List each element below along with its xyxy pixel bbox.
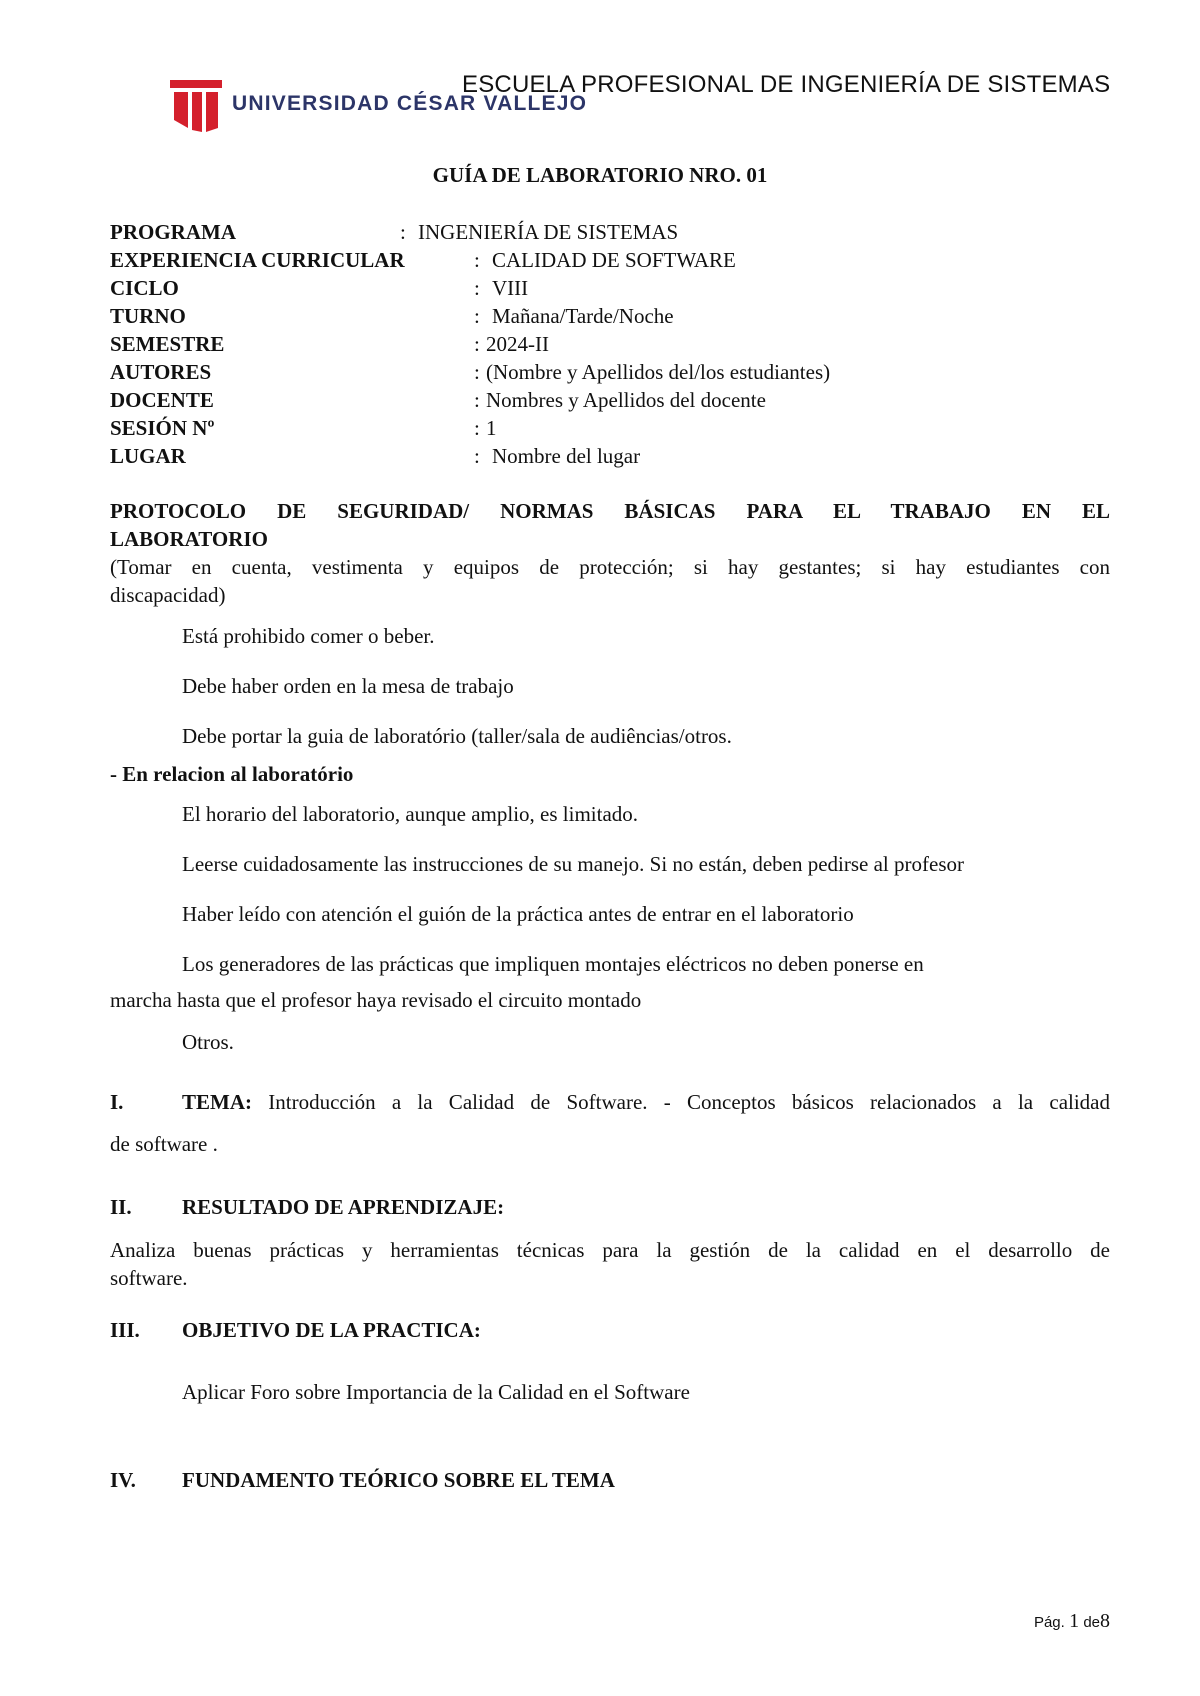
info-colon: : xyxy=(474,304,480,328)
info-value: 2024-II xyxy=(486,332,549,356)
info-label: AUTORES xyxy=(110,360,212,384)
page-footer xyxy=(1034,1610,1110,1633)
info-colon: : xyxy=(474,388,480,412)
info-label: TURNO xyxy=(110,304,186,328)
info-value: Mañana/Tarde/Noche xyxy=(492,304,674,328)
rule-item: Está prohibido comer o beber. xyxy=(182,624,435,648)
lab-rule-item: Haber leído con atención el guión de la práctica antes de entrar en el laboratorio xyxy=(182,902,854,926)
info-colon: : xyxy=(400,220,406,244)
section-number: IV. xyxy=(110,1468,136,1492)
section-tema-line xyxy=(182,1088,1110,1116)
info-colon: : xyxy=(474,332,480,356)
lab-rule-item: Los generadores de las prácticas que impliquen montajes eléctricos no deben ponerse en xyxy=(182,952,924,976)
protocol-note: (Tomar en cuenta, vestimenta y equipos de protección; si hay gestantes; si hay estudiantes con xyxy=(110,555,1110,579)
section-text: Analiza buenas prácticas y herramientas técnicas para la gestión de la calidad en el desarrollo de xyxy=(110,1238,1110,1262)
info-value: VIII xyxy=(492,276,529,300)
info-value: Nombre del lugar xyxy=(492,444,641,468)
protocol-heading: PROTOCOLO DE SEGURIDAD/ NORMAS BÁSICAS PARA EL TRABAJO EN EL xyxy=(110,499,1110,523)
info-label: PROGRAMA xyxy=(110,220,236,244)
info-label: SEMESTRE xyxy=(110,332,225,356)
info-colon: : xyxy=(474,416,480,440)
section-title: RESULTADO DE APRENDIZAJE: xyxy=(182,1195,505,1219)
section-number: I. xyxy=(110,1090,124,1114)
lab-heading: - En relacion al laboratório xyxy=(110,762,354,786)
protocol-note-cont: discapacidad) xyxy=(110,583,226,607)
protocol-heading-cont: LABORATORIO xyxy=(110,527,268,551)
info-colon: : xyxy=(474,248,480,272)
others-item: Otros. xyxy=(182,1030,234,1054)
info-colon: : xyxy=(474,360,480,384)
section-number: II. xyxy=(110,1195,132,1219)
info-value: (Nombre y Apellidos del/los estudiantes) xyxy=(486,360,831,384)
info-colon: : xyxy=(474,276,480,300)
info-label: CICLO xyxy=(110,276,179,300)
section-tema-text: Introducción a la Calidad de Software. - Conceptos básicos relacionados a la calidad xyxy=(268,1090,1111,1114)
info-label: DOCENTE xyxy=(110,388,214,412)
info-label: EXPERIENCIA CURRICULAR xyxy=(110,248,405,272)
page-total: 8 xyxy=(1100,1610,1110,1632)
info-value: 1 xyxy=(486,416,497,440)
section-text: Aplicar Foro sobre Importancia de la Calidad en el Software xyxy=(182,1380,690,1404)
section-title: OBJETIVO DE LA PRACTICA: xyxy=(182,1318,481,1342)
school-name: ESCUELA PROFESIONAL DE INGENIERÍA DE SISTEMAS xyxy=(462,71,1111,98)
section-title: FUNDAMENTO TEÓRICO SOBRE EL TEMA xyxy=(182,1468,615,1492)
info-value: Nombres y Apellidos del docente xyxy=(486,388,766,412)
lab-rule-item: El horario del laboratorio, aunque amplio, es limitado. xyxy=(182,802,639,826)
university-name: UNIVERSIDAD CÉSAR VALLEJO xyxy=(232,92,588,115)
lab-rule-cont: marcha hasta que el profesor haya revisado el circuito montado xyxy=(110,988,642,1012)
lab-rule-item: Leerse cuidadosamente las instrucciones de su manejo. Si no están, deben pedirse al profesor xyxy=(182,852,964,876)
info-label: LUGAR xyxy=(110,444,186,468)
rule-item: Debe haber orden en la mesa de trabajo xyxy=(182,674,514,698)
section-label: TEMA: xyxy=(182,1090,252,1114)
info-label: SESIÓN Nº xyxy=(110,416,215,440)
section-number: III. xyxy=(110,1318,140,1342)
page-label: Pág. xyxy=(1033,1614,1065,1631)
page-number: 1 xyxy=(1069,1610,1080,1632)
rule-item: Debe portar la guia de laboratório (taller/sala de audiências/otros. xyxy=(182,724,732,748)
document-title: GUÍA DE LABORATORIO NRO. 01 xyxy=(432,163,768,187)
section-tema-cont: de software . xyxy=(110,1132,218,1156)
page-de-label: de xyxy=(1083,1614,1100,1631)
info-value: INGENIERÍA DE SISTEMAS xyxy=(418,220,679,244)
section-text-cont: software. xyxy=(110,1266,188,1290)
info-value: CALIDAD DE SOFTWARE xyxy=(492,248,736,272)
university-logo xyxy=(168,74,224,132)
info-colon: : xyxy=(474,444,480,468)
